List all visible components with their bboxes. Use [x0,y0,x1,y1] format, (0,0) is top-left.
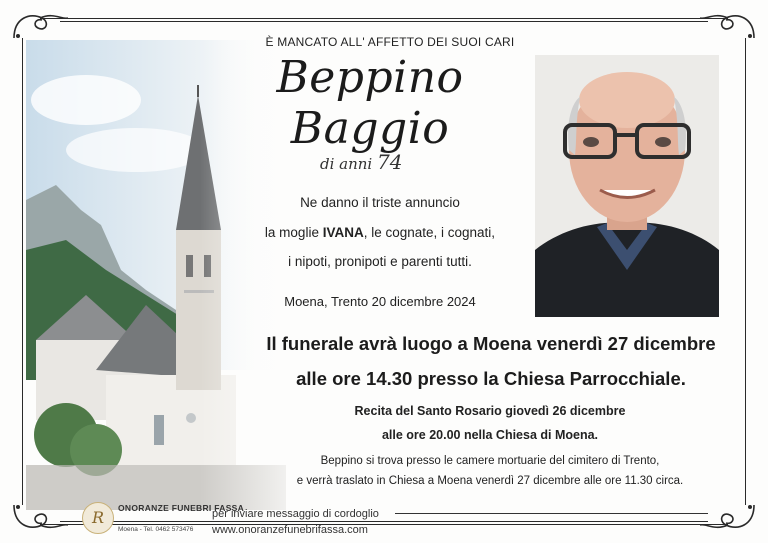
footer-divider [395,513,708,514]
note-line-2: e verrà traslato in Chiesa a Moena venerdì 27 dicembre alle ore 11.30 circa. [296,475,684,487]
deceased-name: Beppino Baggio [276,52,464,154]
announcement-header: È MANCATO ALL' AFFETTO DEI SUOI CARI [265,35,515,49]
announcement-line-3: i nipoti, pronipoti e parenti tutti. [288,254,472,269]
deceased-age [320,150,402,174]
portrait-photo [535,55,719,317]
corner-ornament-icon [698,501,758,535]
frame-left-line [22,38,23,505]
frame-top-line [40,18,728,19]
frame-right-line [745,38,746,505]
funeral-line-2: alle ore 14.30 presso la Chiesa Parrocchiale. [296,368,686,389]
announcement-line-2-suffix: , le cognate, i cognati, [363,225,496,240]
corner-ornament-icon [10,8,70,42]
funeral-home-contact: Moena - Tel. 0462 573476 [118,526,194,533]
announcement-line-2 [240,225,520,240]
age-value: 74 [377,150,403,174]
funeral-home-logo-icon: R [82,502,114,534]
wife-name: IVANA [322,225,364,240]
rosary-line-2: alle ore 20.00 nella Chiesa di Moena. [381,428,599,442]
announcement-line-2-prefix: la moglie [264,225,323,240]
condolence-message-text: per inviare messaggio di cordoglio [212,508,379,520]
rosary-line-1: Recita del Santo Rosario giovedì 26 dicembre [354,404,626,418]
frame-bottom-line-inner [60,521,708,522]
funeral-line-1: Il funerale avrà luogo a Moena venerdì 27 dicembre [266,333,716,354]
place-date: Moena, Trento 20 dicembre 2024 [284,294,476,309]
note-line-1: Beppino si trova presso le camere mortuarie del cimitero di Trento, [320,455,660,467]
corner-ornament-icon [698,8,758,42]
funeral-home-name: ONORANZE FUNEBRI FASSA [118,503,245,513]
age-prefix: di anni [320,155,373,173]
frame-bottom-line [40,524,728,525]
announcement-line-1: Ne danno il triste annuncio [300,195,460,210]
condolence-website-link[interactable]: www.onoranzefunebrifassa.com [212,524,368,536]
frame-top-line-inner [60,21,708,22]
